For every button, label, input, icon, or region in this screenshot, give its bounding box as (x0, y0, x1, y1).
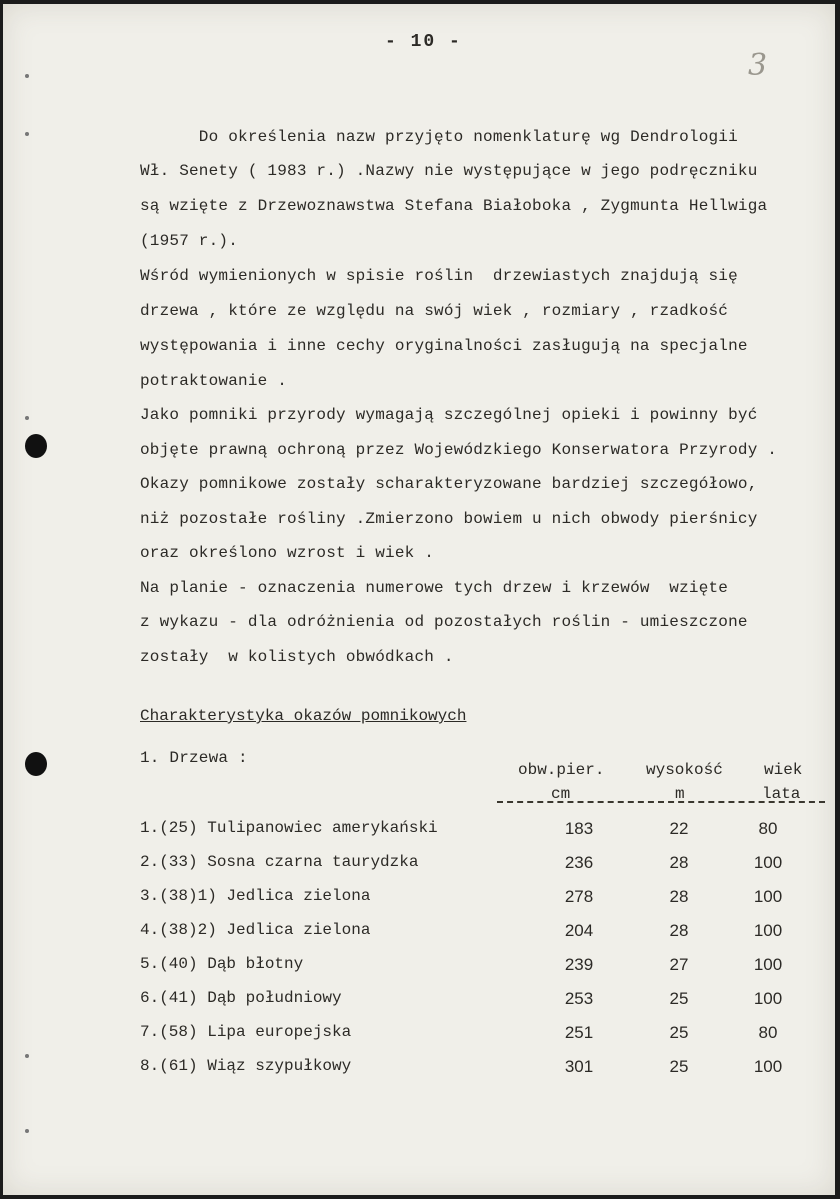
paragraph-line: Wł. Senety ( 1983 r.) .Nazwy nie występujące w jego podręczniku (140, 162, 758, 180)
tree-age: 100 (753, 921, 783, 940)
dust-speck (25, 132, 29, 136)
tree-age: 100 (753, 853, 783, 872)
tree-girth: 301 (564, 1057, 594, 1076)
tree-age: 100 (753, 955, 783, 974)
paragraph-line: oraz określono wzrost i wiek . (140, 544, 435, 562)
paragraph-line: potraktowanie . (140, 372, 288, 390)
paragraph-line: Okazy pomnikowe zostały scharakteryzowane bardziej szczegółowo, (140, 475, 758, 493)
column-unit-height: m (675, 785, 685, 803)
paragraph-line: zostały w kolistych obwódkach . (140, 648, 454, 666)
dust-speck (25, 74, 29, 78)
tree-age: 100 (753, 887, 783, 906)
tree-height: 27 (669, 955, 689, 974)
tree-name: 1.(25) Tulipanowiec amerykański (140, 819, 438, 837)
tree-name: 4.(38)2) Jedlica zielona (140, 921, 371, 939)
tree-height: 28 (669, 921, 689, 940)
column-header-height: wysokość (646, 761, 723, 779)
punch-hole-icon (25, 434, 47, 458)
tree-height: 28 (669, 853, 689, 872)
tree-name: 2.(33) Sosna czarna taurydzka (140, 853, 419, 871)
punch-hole-icon (25, 752, 47, 776)
dust-speck (25, 1129, 29, 1133)
tree-height: 25 (669, 989, 689, 1008)
paragraph-line: (1957 r.). (140, 232, 239, 250)
margin-pencil-mark: 3 (748, 48, 768, 83)
document-page (3, 4, 835, 1195)
paragraph-line: Do określenia nazw przyjęto nomenklaturę wg Dendrologii (140, 128, 738, 146)
paragraph-line: Na planie - oznaczenia numerowe tych drzew i krzewów wzięte (140, 579, 729, 597)
tree-age: 100 (753, 989, 783, 1008)
tree-girth: 183 (564, 819, 594, 838)
tree-height: 28 (669, 887, 689, 906)
paragraph-line: niż pozostałe rośliny .Zmierzono bowiem u nich obwody pierśnicy (140, 510, 758, 528)
paragraph-line: z wykazu - dla odróżnienia od pozostałych roślin - umieszczone (140, 613, 748, 631)
section-heading: Charakterystyka okazów pomnikowych (140, 707, 467, 725)
tree-height: 22 (669, 819, 689, 838)
column-header-age: wiek (764, 761, 803, 779)
tree-name: 7.(58) Lipa europejska (140, 1023, 352, 1041)
dust-speck (25, 416, 29, 420)
paragraph-line: Jako pomniki przyrody wymagają szczególnej opieki i powinny być (140, 406, 758, 424)
tree-name: 5.(40) Dąb błotny (140, 955, 304, 973)
tree-girth: 236 (564, 853, 594, 872)
tree-height: 25 (669, 1057, 689, 1076)
tree-name: 8.(61) Wiąz szypułkowy (140, 1057, 352, 1075)
column-header-girth: obw.pier. (518, 761, 605, 779)
paragraph-line: są wzięte z Drzewoznawstwa Stefana Białoboka , Zygmunta Hellwiga (140, 197, 768, 215)
header-divider (497, 801, 825, 803)
tree-height: 25 (669, 1023, 689, 1042)
tree-girth: 239 (564, 955, 594, 974)
dust-speck (25, 1054, 29, 1058)
tree-age: 80 (758, 1023, 778, 1042)
tree-age: 100 (753, 1057, 783, 1076)
paragraph-line: Wśród wymienionych w spisie roślin drzewiastych znajdują się (140, 267, 738, 285)
tree-girth: 251 (564, 1023, 594, 1042)
paragraph-line: objęte prawną ochroną przez Wojewódzkiego Konserwatora Przyrody . (140, 441, 778, 459)
tree-girth: 253 (564, 989, 594, 1008)
tree-girth: 204 (564, 921, 594, 940)
paragraph-line: drzewa , które ze względu na swój wiek , rozmiary , rzadkość (140, 302, 729, 320)
subsection-title: 1. Drzewa : (140, 749, 248, 767)
tree-girth: 278 (564, 887, 594, 906)
column-unit-age: lata (762, 785, 801, 803)
column-unit-girth: cm (551, 785, 571, 803)
paragraph-line: występowania i inne cechy oryginalności zasługują na specjalne (140, 337, 748, 355)
tree-name: 6.(41) Dąb południowy (140, 989, 342, 1007)
tree-age: 80 (758, 819, 778, 838)
page-number: - 10 - (385, 32, 462, 52)
tree-name: 3.(38)1) Jedlica zielona (140, 887, 371, 905)
